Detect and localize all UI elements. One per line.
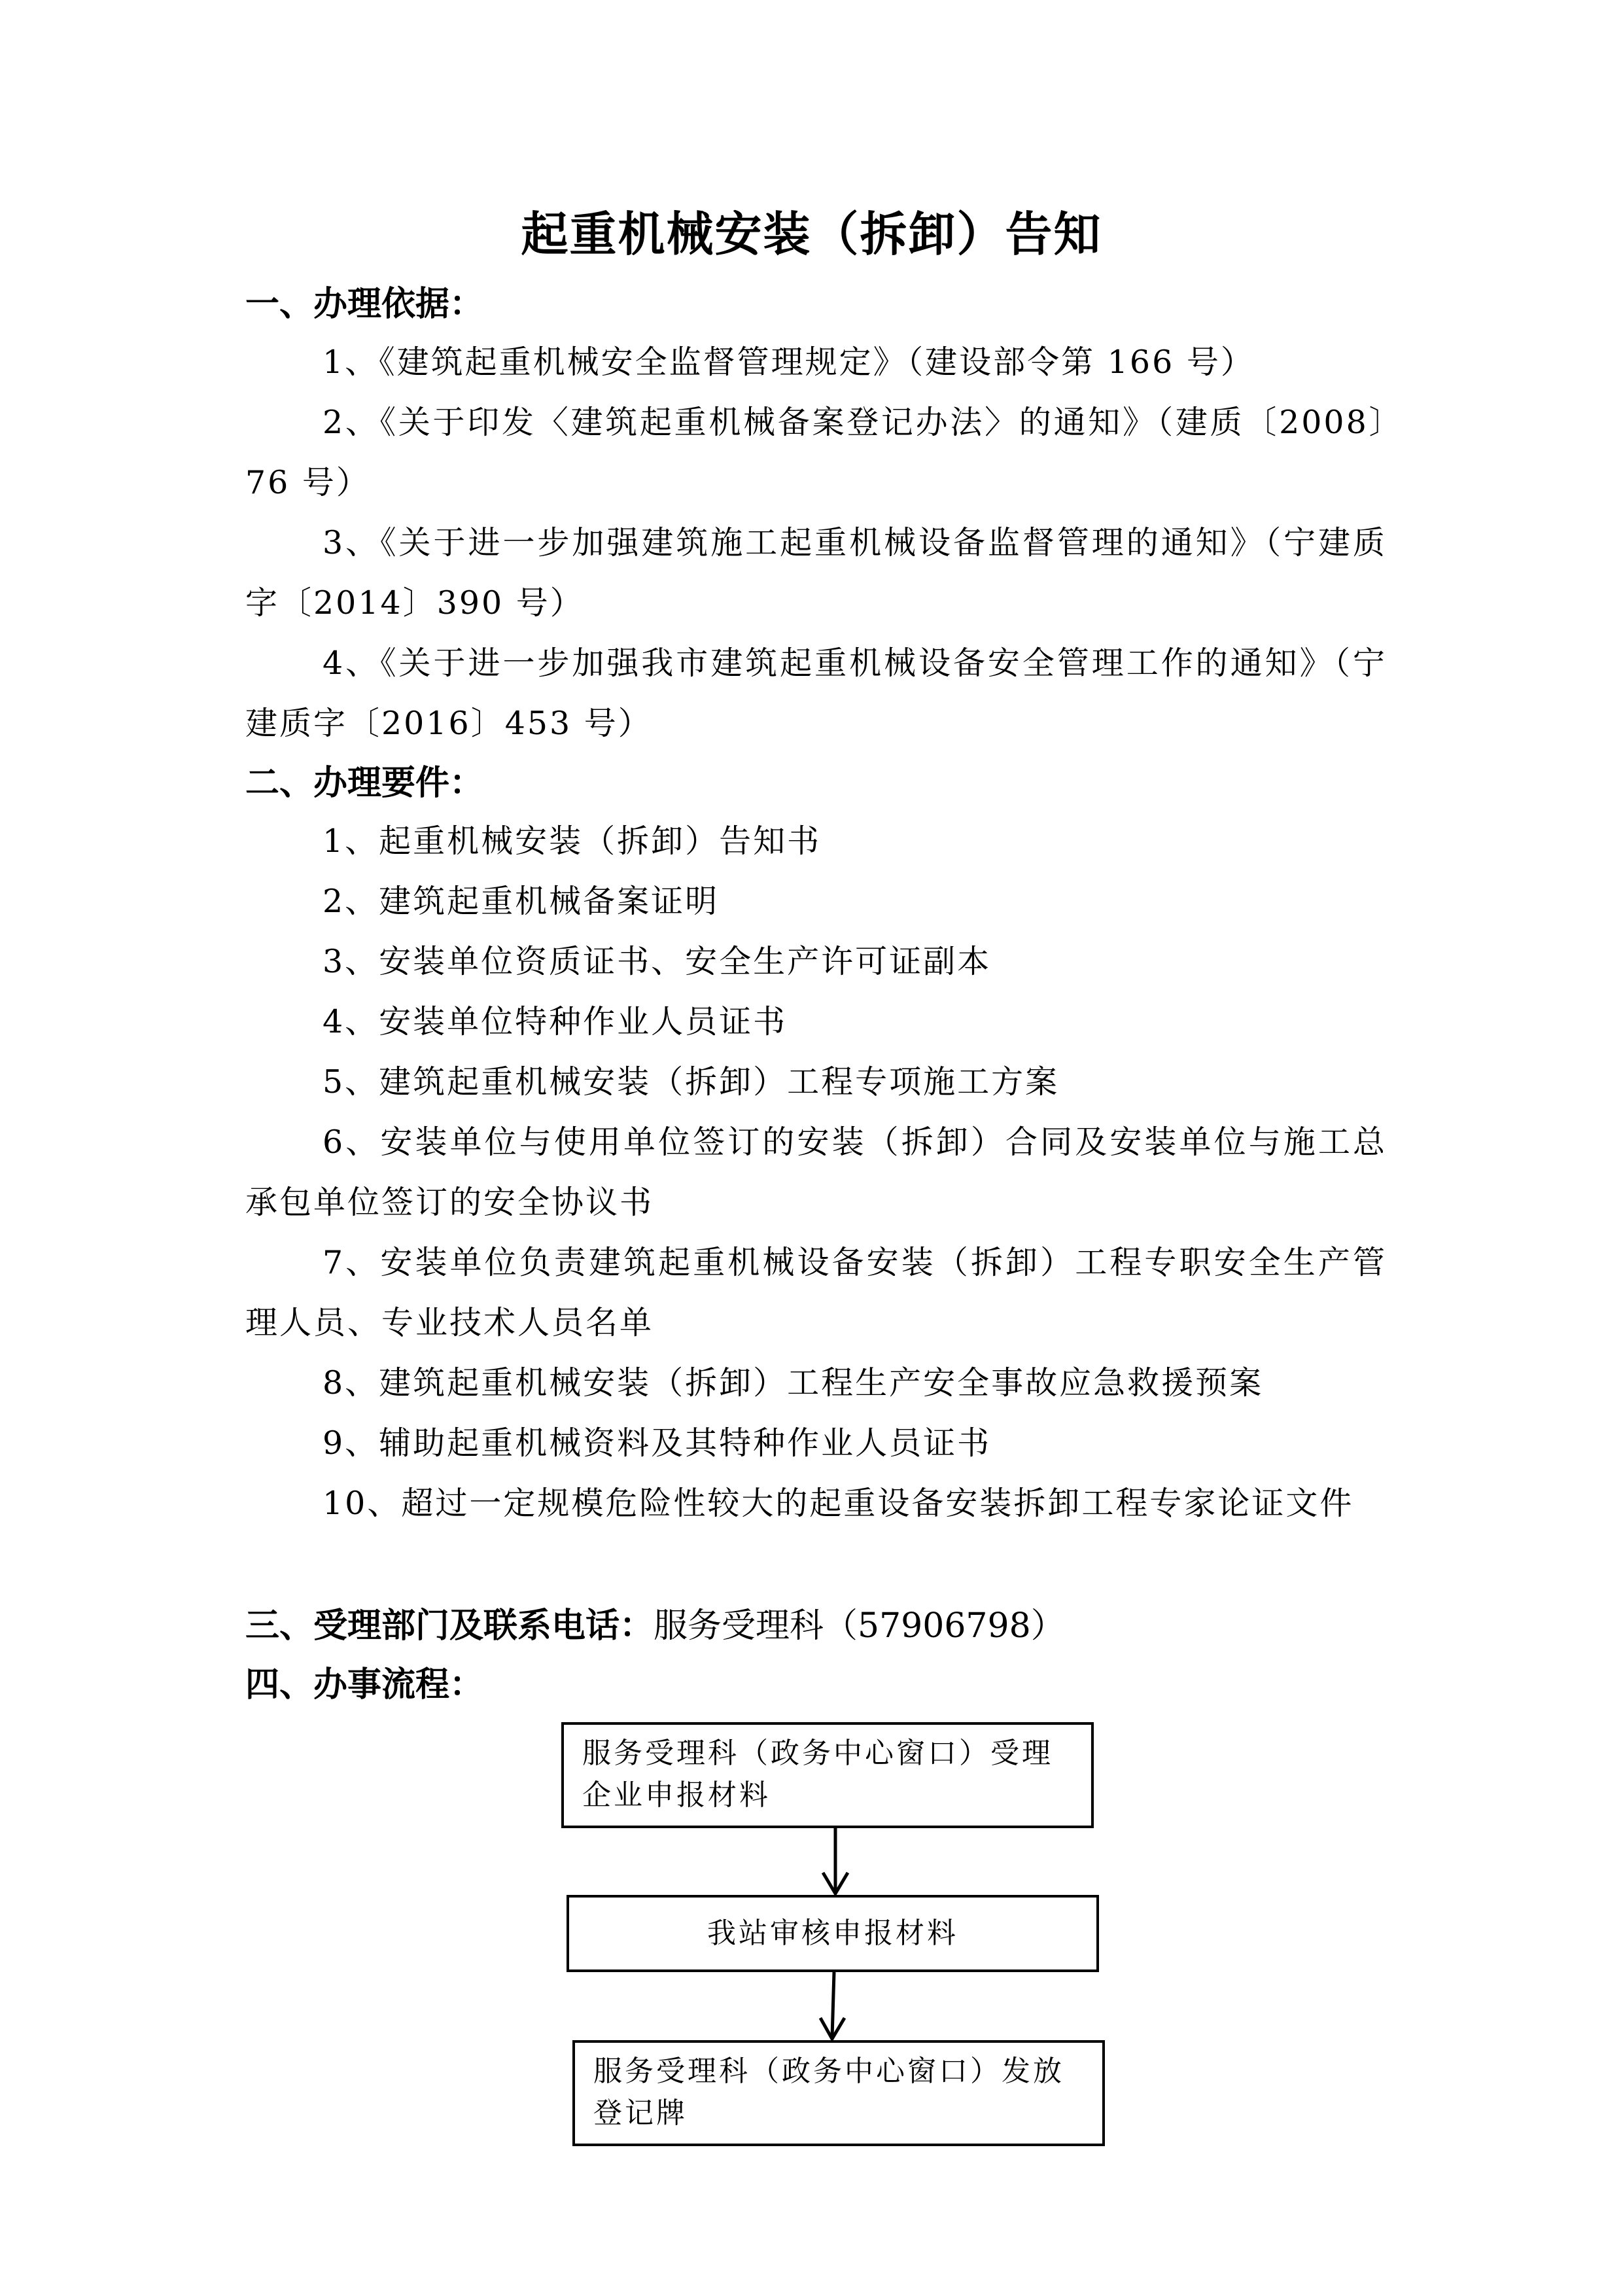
section-heading-basis: 一、办理依据：: [245, 285, 484, 324]
section-heading-contact: 三、受理部门及联系电话：: [245, 1606, 654, 1646]
requirement-item-8: 8、建筑起重机械安装（拆卸）工程生产安全事故应急救援预案: [323, 1364, 1264, 1402]
requirement-item-4: 4、安装单位特种作业人员证书: [323, 1003, 788, 1040]
requirement-item-1: 1、起重机械安装（拆卸）告知书: [323, 822, 822, 860]
document-title: 起重机械安装（拆卸）告知: [521, 207, 1102, 262]
section-heading-requirements: 二、办理要件：: [245, 764, 484, 803]
flow-arrow-1: [823, 1828, 848, 1894]
basis-item-4: 4、《关于进一步加强我市建筑起重机械设备安全管理工作的通知》（宁建质字〔2016〕453 号）: [245, 645, 1387, 742]
requirement-item-3: 3、安装单位资质证书、安全生产许可证副本: [323, 943, 992, 980]
flow-step-3-line1: 服务受理科（政务中心窗口）发放: [593, 2055, 1064, 2088]
requirement-item-2: 2、建筑起重机械备案证明: [323, 883, 720, 920]
flow-step-2-line1: 我站审核申报材料: [707, 1916, 958, 1950]
requirement-item-9: 9、辅助起重机械资料及其特种作业人员证书: [323, 1424, 992, 1462]
flow-step-1-line1: 服务受理科（政务中心窗口）受理: [582, 1737, 1053, 1770]
flow-arrow-2: [820, 1972, 845, 2039]
contact-value: 服务受理科（57906798）: [654, 1606, 1065, 1646]
basis-item-1: 1、《建筑起重机械安全监督管理规定》（建设部令第 166 号）: [323, 344, 1255, 381]
requirement-item-7: 7、安装单位负责建筑起重机械设备安装（拆卸）工程专职安全生产管理人员、专业技术人员名单: [245, 1244, 1387, 1341]
flow-step-1-line2: 企业申报材料: [582, 1778, 771, 1812]
flow-step-3-line2: 登记牌: [593, 2096, 688, 2130]
requirement-item-10: 10、超过一定规模危险性较大的起重设备安装拆卸工程专家论证文件: [323, 1485, 1354, 1522]
requirement-item-5: 5、建筑起重机械安装（拆卸）工程专项施工方案: [323, 1063, 1060, 1101]
basis-item-2: 2、《关于印发〈建筑起重机械备案登记办法〉的通知》（建质〔2008〕76 号）: [245, 404, 1387, 501]
requirement-item-6: 6、安装单位与使用单位签订的安装（拆卸）合同及安装单位与施工总承包单位签订的安全协议书: [245, 1123, 1387, 1221]
section-heading-process: 四、办事流程：: [245, 1665, 484, 1704]
basis-item-3: 3、《关于进一步加强建筑施工起重机械设备监督管理的通知》（宁建质字〔2014〕390 号）: [245, 524, 1387, 622]
